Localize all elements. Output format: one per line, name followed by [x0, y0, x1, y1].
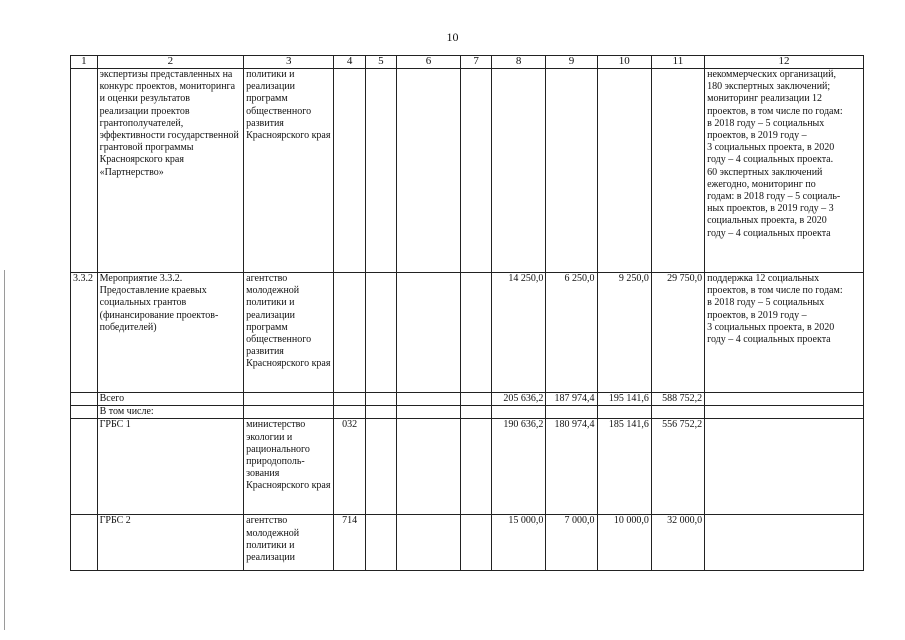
cell-2018	[492, 69, 546, 273]
cell-total: 29 750,0	[651, 273, 704, 393]
cell-col5	[366, 419, 397, 515]
column-header: 6	[396, 56, 461, 69]
cell-2019	[546, 69, 597, 273]
cell-col5	[366, 393, 397, 406]
cell-col7	[461, 393, 492, 406]
cell-total	[651, 406, 704, 419]
cell-total: 32 000,0	[651, 515, 704, 571]
cell-2018	[492, 406, 546, 419]
budget-table	[70, 55, 864, 571]
cell-col5	[366, 515, 397, 571]
cell-col7	[461, 419, 492, 515]
column-header: 2	[97, 56, 244, 69]
cell-col6	[396, 69, 461, 273]
cell-total	[651, 69, 704, 273]
cell-number	[71, 515, 98, 571]
cell-col5	[366, 273, 397, 393]
table-row	[71, 393, 864, 406]
cell-activity: экспертизы представленных на конкурс проектов, мониторинга и оценки результатов реализации проектов грантополучателей, эффективности государственной грантовой программы Красноярского края «Партнерство»	[97, 69, 244, 273]
cell-executor: министерство экологии и рационального природополь-зования Красноярского края	[244, 419, 334, 515]
cell-grbs-code: 032	[334, 419, 366, 515]
column-header: 8	[492, 56, 546, 69]
cell-number	[71, 393, 98, 406]
cell-grbs-code	[334, 273, 366, 393]
column-header: 3	[244, 56, 334, 69]
cell-total: 588 752,2	[651, 393, 704, 406]
cell-2020: 185 141,6	[597, 419, 651, 515]
cell-col5	[366, 406, 397, 419]
cell-activity: Всего	[97, 393, 244, 406]
table-row	[71, 419, 864, 515]
table-row	[71, 273, 864, 393]
table-row	[71, 406, 864, 419]
cell-col7	[461, 273, 492, 393]
cell-activity: Мероприятие 3.3.2. Предоставление краевых социальных грантов (финансирование проектов-победителей)	[97, 273, 244, 393]
cell-col7	[461, 406, 492, 419]
cell-number	[71, 69, 98, 273]
cell-col6	[396, 419, 461, 515]
cell-grbs-code	[334, 69, 366, 273]
cell-col6	[396, 393, 461, 406]
column-header: 4	[334, 56, 366, 69]
scan-edge-line	[4, 270, 5, 630]
cell-2019: 187 974,4	[546, 393, 597, 406]
cell-result	[705, 419, 864, 515]
cell-2018: 14 250,0	[492, 273, 546, 393]
cell-col7	[461, 515, 492, 571]
cell-2020	[597, 69, 651, 273]
cell-executor: политики и реализации программ общественного развития Красноярского края	[244, 69, 334, 273]
cell-grbs-code: 714	[334, 515, 366, 571]
cell-result	[705, 406, 864, 419]
column-header: 12	[705, 56, 864, 69]
column-header: 1	[71, 56, 98, 69]
cell-2020: 9 250,0	[597, 273, 651, 393]
cell-col7	[461, 69, 492, 273]
cell-2018: 15 000,0	[492, 515, 546, 571]
cell-2020	[597, 406, 651, 419]
cell-2018: 205 636,2	[492, 393, 546, 406]
cell-grbs-code	[334, 406, 366, 419]
cell-col6	[396, 406, 461, 419]
column-header: 11	[651, 56, 704, 69]
cell-executor	[244, 393, 334, 406]
cell-number	[71, 419, 98, 515]
cell-activity: ГРБС 1	[97, 419, 244, 515]
cell-executor: агентство молодежной политики и реализации программ общественного развития Красноярского края	[244, 273, 334, 393]
column-header: 7	[461, 56, 492, 69]
cell-col6	[396, 515, 461, 571]
column-header: 10	[597, 56, 651, 69]
cell-activity: ГРБС 2	[97, 515, 244, 571]
cell-2020: 10 000,0	[597, 515, 651, 571]
cell-number: 3.3.2	[71, 273, 98, 393]
cell-executor: агентство молодежной политики и реализации	[244, 515, 334, 571]
cell-result: поддержка 12 социальных проектов, в том числе по годам: в 2018 году – 5 социальных проектов, в 2019 году – 3 социальных проекта, в 2020 году – 4 социальных проекта	[705, 273, 864, 393]
cell-total: 556 752,2	[651, 419, 704, 515]
cell-col6	[396, 273, 461, 393]
cell-number	[71, 406, 98, 419]
table-row	[71, 515, 864, 571]
cell-result: некоммерческих организаций, 180 экспертных заключений; мониторинг реализации 12 проектов, в том числе по годам: в 2018 году – 5 социальных проектов, в 2019 году – 3 социальных проекта, в 2020 году – 4 социальных проекта. 60 экспертных заключений ежегодно, мониторинг по годам: в 2018 году – 5 социаль- ных проектов, в 2019 году – 3 социальных проекта, в 2020 году – 4 социальных проекта	[705, 69, 864, 273]
cell-2019	[546, 406, 597, 419]
cell-result	[705, 515, 864, 571]
cell-col5	[366, 69, 397, 273]
header-row	[71, 56, 864, 69]
cell-result	[705, 393, 864, 406]
cell-2019: 180 974,4	[546, 419, 597, 515]
cell-executor	[244, 406, 334, 419]
cell-2019: 6 250,0	[546, 273, 597, 393]
cell-grbs-code	[334, 393, 366, 406]
table-row	[71, 69, 864, 273]
cell-2018: 190 636,2	[492, 419, 546, 515]
cell-activity: В том числе:	[97, 406, 244, 419]
cell-2020: 195 141,6	[597, 393, 651, 406]
column-header: 5	[366, 56, 397, 69]
page-number: 10	[446, 30, 459, 44]
cell-2019: 7 000,0	[546, 515, 597, 571]
column-header: 9	[546, 56, 597, 69]
